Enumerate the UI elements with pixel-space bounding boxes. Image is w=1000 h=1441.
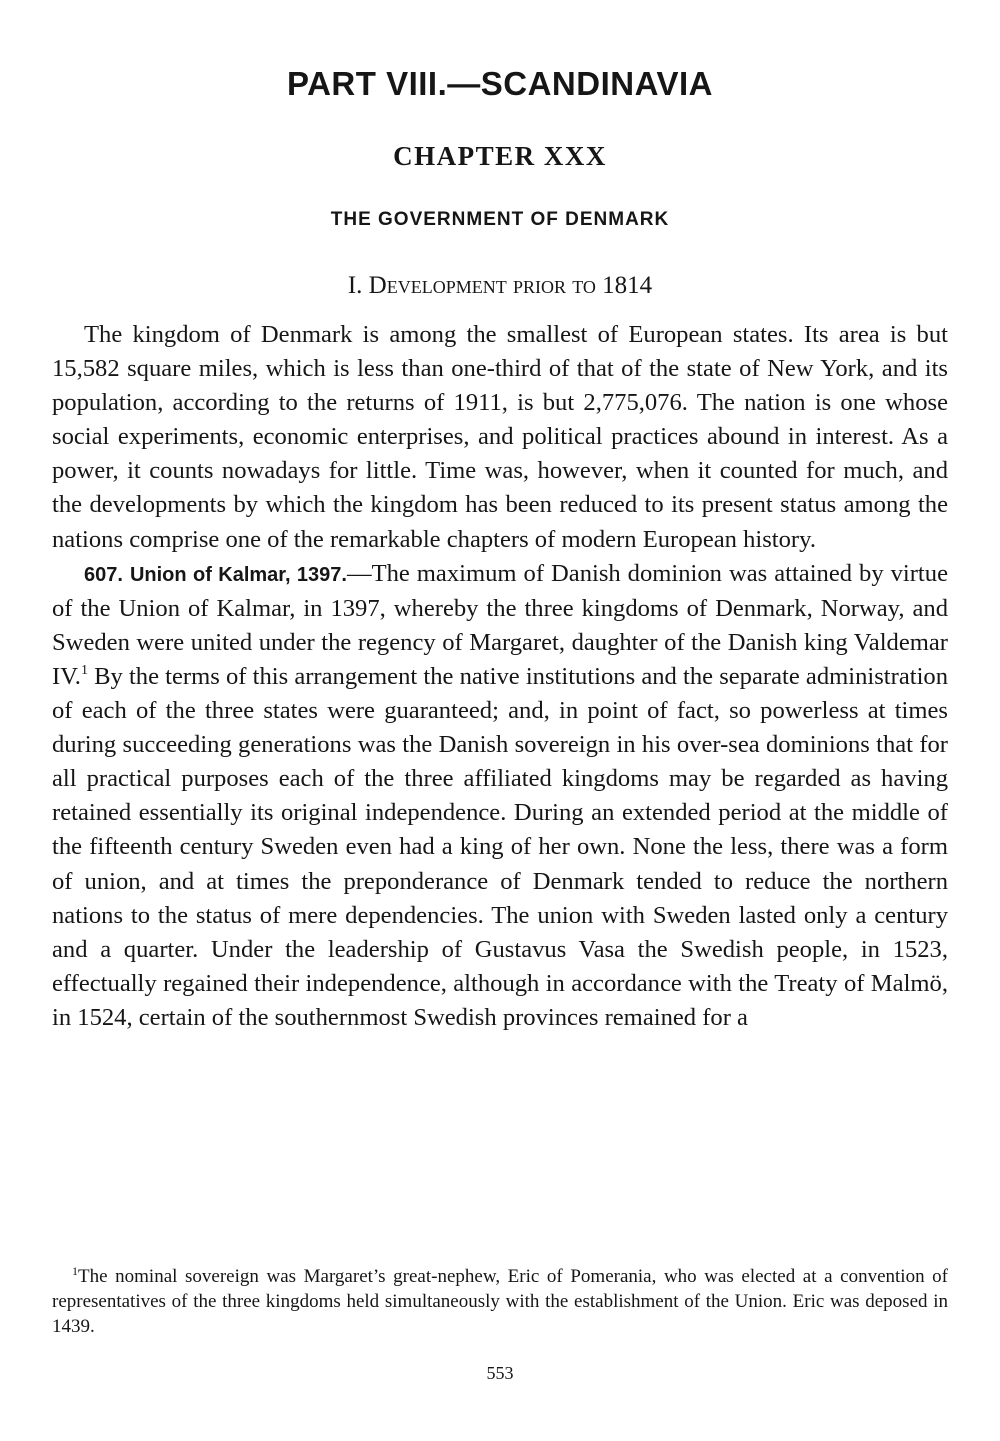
section-number: 607. [84, 563, 123, 586]
footnote [52, 1264, 948, 1339]
body-text [52, 318, 948, 1035]
footnote-marker: 1 [72, 1264, 78, 1278]
book-page [52, 60, 948, 1383]
footnote-text: The nominal sovereign was Margaret’s great-nephew, Eric of Pomerania, who was elected at a convention of representatives of the three kingdoms held simultaneously with the establishment of the Union. Eric was deposed in 1439. [52, 1266, 948, 1337]
chapter-number: CHAPTER XXX [393, 141, 607, 171]
part-title: PART VIII.—SCANDINAVIA [287, 65, 713, 102]
section-text-part-2: By the terms of this arrangement the native institutions and the separate administration of each of the three states were guaranteed; and, in point of fact, so powerless at times during succeeding generations was the Danish sovereign in his over-sea dominions that for all practical purposes each of the three affiliated kingdoms may be regarded as having retained essentially its original independence. During an extended period at the middle of the fifteenth century Sweden even had a king of her own. None the less, there was a form of union, and at times the preponderance of Denmark tended to reduce the northern nations to the status of mere dependencies. The union with Sweden lasted only a century and a quarter. Under the leadership of Gustavus Vasa the Swedish people, in 1523, effectually regained their independence, although in accordance with the Treaty of Malmö, in 1524, certain of the southernmost Swedish provinces remained for a [52, 662, 948, 1031]
section-text-part-1: —The maximum of Danish dominion was attained by virtue of the Union of Kalmar, in 1397, whereby the three kingdoms of Denmark, Norway, and Sweden were united under the regency of Margaret, daughter of the Danish king Valdemar IV. [52, 559, 948, 690]
paragraph-intro: The kingdom of Denmark is among the smallest of European states. Its area is but 15,582 square miles, which is less than one-third of that of the state of New York, and its population, according to the returns of 1911, is but 2,775,076. The nation is one whose social experiments, economic enterprises, and political practices abound in interest. As a power, it counts nowadays for little. Time was, however, when it counted for much, and the developments by which the kingdom has been reduced to its present status among the nations comprise one of the remarkable chapters of modern European history. [52, 321, 948, 553]
section-title: Union of Kalmar, 1397. [129, 563, 347, 586]
paragraph-607 [52, 557, 948, 1035]
section-heading: I. Development prior to 1814 [347, 272, 653, 299]
page-number: 553 [486, 1363, 514, 1383]
chapter-title: THE GOVERNMENT OF DENMARK [330, 209, 670, 230]
footnote-reference: 1 [80, 662, 88, 678]
